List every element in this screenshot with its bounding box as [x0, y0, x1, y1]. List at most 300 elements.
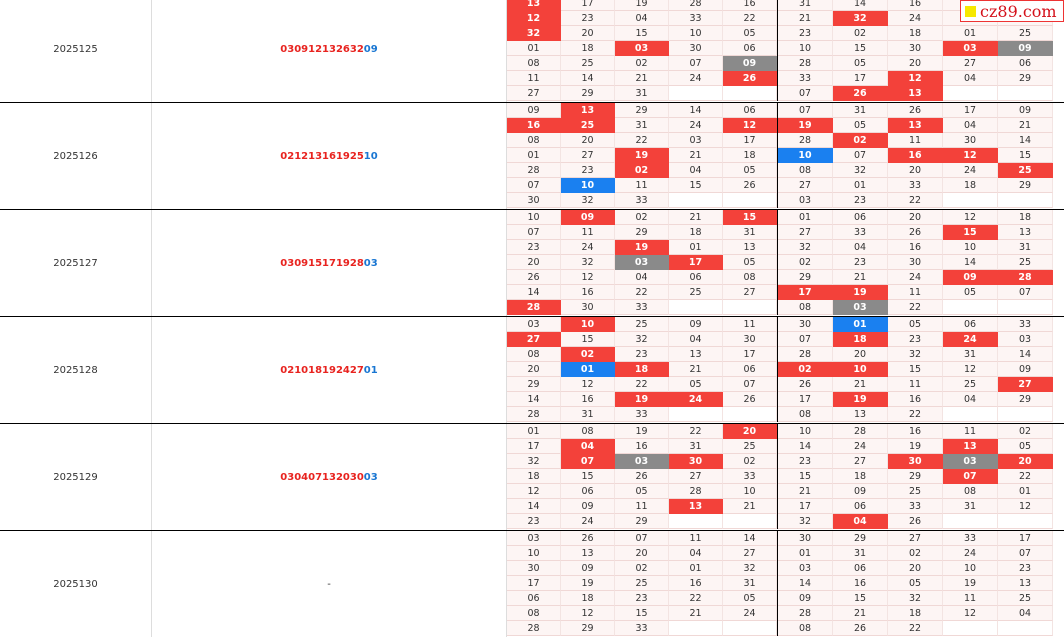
- grid-cell: 24: [669, 71, 723, 86]
- grid-cell: 26: [507, 270, 561, 285]
- grid-cell: 20: [888, 56, 943, 71]
- hit-cell-gray: 03: [615, 454, 669, 469]
- issue-number: 2025128: [0, 317, 152, 423]
- hit-cell-blue: 01: [833, 317, 888, 332]
- grid-cell: 20: [561, 26, 615, 41]
- grid-cell: 23: [615, 347, 669, 362]
- hit-cell-red: 15: [943, 225, 998, 240]
- grid-cell: 28: [778, 347, 833, 362]
- grid-cell: 23: [778, 26, 833, 41]
- grid-cell: 31: [669, 439, 723, 454]
- grid-cell: 16: [888, 424, 943, 439]
- grid-cell: 04: [615, 11, 669, 26]
- grid-cell: 18: [669, 225, 723, 240]
- hit-cell-red: 09: [561, 210, 615, 225]
- grid-cell: 19: [943, 576, 998, 591]
- hit-cell-red: 15: [723, 210, 777, 225]
- grid-cell: 15: [888, 362, 943, 377]
- grid-cell: [669, 407, 723, 422]
- grid-cell: 24: [943, 546, 998, 561]
- red-ball-number: 07: [308, 471, 323, 483]
- grid-cell: 07: [507, 225, 561, 240]
- hit-cell-red: 20: [998, 454, 1053, 469]
- grid-cell: 21: [833, 606, 888, 621]
- grid-cell: 17: [998, 531, 1053, 546]
- grid-cell: 19: [888, 439, 943, 454]
- grid-cell: 21: [669, 362, 723, 377]
- hit-cell-red: 28: [507, 300, 561, 315]
- grid-block-left: [507, 103, 777, 208]
- grid-cell: 32: [561, 255, 615, 270]
- grid-cell: 08: [778, 300, 833, 315]
- grid-cell: 12: [998, 499, 1053, 514]
- grid-cell: 14: [669, 103, 723, 118]
- hit-cell-red: 07: [943, 469, 998, 484]
- hit-cell-red: 20: [723, 424, 777, 439]
- grid-cell: 33: [615, 621, 669, 636]
- grid-cell: 30: [943, 133, 998, 148]
- grid-cell: 24: [561, 240, 615, 255]
- logo-square-icon: [965, 6, 976, 17]
- grid-cell: 06: [561, 484, 615, 499]
- grid-cell: 23: [507, 514, 561, 529]
- grid-cell: 10: [507, 546, 561, 561]
- grid-cell: 23: [998, 561, 1053, 576]
- grid-cell: 29: [998, 71, 1053, 86]
- grid-block-left: [507, 210, 777, 315]
- grid-block-left: [507, 424, 777, 529]
- grid-cell: 32: [561, 193, 615, 208]
- grid-cell: 06: [833, 561, 888, 576]
- red-ball-number: 20: [335, 471, 350, 483]
- table-row: [0, 0, 1064, 103]
- hit-cell-red: 04: [833, 514, 888, 529]
- grid-cell: 23: [561, 11, 615, 26]
- grid-cell: 14: [943, 255, 998, 270]
- grid-cell: 04: [943, 392, 998, 407]
- grid-cell: 26: [833, 621, 888, 636]
- hit-cell-red: 12: [943, 148, 998, 163]
- issue-number: 2025127: [0, 210, 152, 316]
- grid-cell: 22: [888, 193, 943, 208]
- grid-cell: 33: [615, 193, 669, 208]
- grid-cell: 05: [998, 439, 1053, 454]
- grid-cell: 30: [507, 193, 561, 208]
- hit-cell-red: 19: [615, 392, 669, 407]
- grid-cell: 16: [723, 0, 777, 11]
- number-grid: [507, 103, 1064, 209]
- hit-cell-red: 13: [561, 103, 615, 118]
- grid-cell: 14: [778, 439, 833, 454]
- grid-cell: 21: [615, 71, 669, 86]
- hit-cell-gray: 03: [833, 300, 888, 315]
- grid-cell: 07: [507, 178, 561, 193]
- grid-cell: 05: [723, 26, 777, 41]
- grid-cell: 27: [507, 86, 561, 101]
- grid-cell: 25: [669, 285, 723, 300]
- grid-cell: 04: [615, 270, 669, 285]
- table-row: [0, 317, 1064, 424]
- grid-cell: 13: [669, 347, 723, 362]
- grid-block-right: [777, 103, 1053, 208]
- grid-cell: 05: [615, 484, 669, 499]
- grid-cell: 11: [615, 499, 669, 514]
- grid-cell: 33: [998, 317, 1053, 332]
- hit-cell-red: 32: [833, 11, 888, 26]
- grid-cell: 11: [507, 71, 561, 86]
- hit-cell-red: 25: [561, 118, 615, 133]
- issue-number: 2025130: [0, 531, 152, 637]
- grid-cell: 14: [833, 0, 888, 11]
- hit-cell-gray: 09: [723, 56, 777, 71]
- hit-cell-red: 13: [888, 118, 943, 133]
- red-ball-number: 12: [308, 43, 323, 55]
- red-ball-number: 15: [308, 257, 323, 269]
- hit-cell-red: 02: [833, 133, 888, 148]
- grid-cell: 31: [943, 499, 998, 514]
- grid-cell: 23: [561, 163, 615, 178]
- grid-cell: 32: [778, 240, 833, 255]
- grid-cell: 15: [615, 606, 669, 621]
- red-ball-number: 12: [294, 150, 309, 162]
- grid-cell: 33: [723, 469, 777, 484]
- hit-cell-red: 07: [561, 454, 615, 469]
- grid-cell: 03: [998, 332, 1053, 347]
- hit-cell-gray: 03: [943, 454, 998, 469]
- red-ball-number: 03: [280, 257, 295, 269]
- grid-cell: 31: [615, 86, 669, 101]
- grid-cell: 24: [561, 514, 615, 529]
- grid-cell: 17: [723, 347, 777, 362]
- grid-cell: 30: [888, 41, 943, 56]
- red-ball-number: 04: [294, 471, 309, 483]
- hit-cell-red: 02: [778, 362, 833, 377]
- grid-cell: [943, 621, 998, 636]
- grid-cell: [669, 193, 723, 208]
- blue-ball-number: 01: [363, 364, 378, 376]
- grid-cell: 23: [833, 193, 888, 208]
- grid-cell: 08: [778, 163, 833, 178]
- grid-cell: 33: [778, 71, 833, 86]
- grid-cell: 03: [507, 317, 561, 332]
- grid-cell: 29: [615, 225, 669, 240]
- grid-cell: 29: [833, 531, 888, 546]
- grid-cell: 17: [507, 576, 561, 591]
- hit-cell-red: 10: [833, 362, 888, 377]
- grid-cell: 21: [669, 210, 723, 225]
- grid-cell: 20: [561, 133, 615, 148]
- grid-cell: 29: [615, 514, 669, 529]
- hit-cell-red: 27: [507, 332, 561, 347]
- grid-cell: [723, 407, 777, 422]
- grid-cell: 32: [888, 347, 943, 362]
- grid-cell: 12: [943, 606, 998, 621]
- grid-cell: 02: [615, 210, 669, 225]
- grid-cell: 17: [507, 439, 561, 454]
- grid-cell: [998, 193, 1053, 208]
- grid-cell: 20: [615, 546, 669, 561]
- grid-cell: 32: [833, 163, 888, 178]
- grid-cell: 30: [888, 255, 943, 270]
- grid-cell: 22: [615, 377, 669, 392]
- grid-cell: [998, 300, 1053, 315]
- grid-cell: 22: [669, 591, 723, 606]
- grid-cell: 05: [833, 118, 888, 133]
- grid-cell: 03: [778, 561, 833, 576]
- grid-cell: 01: [778, 546, 833, 561]
- grid-block-right: [777, 424, 1053, 529]
- grid-cell: 07: [723, 377, 777, 392]
- grid-cell: 09: [561, 499, 615, 514]
- grid-cell: 31: [561, 407, 615, 422]
- red-ball-number: 30: [349, 471, 364, 483]
- grid-cell: 14: [723, 531, 777, 546]
- grid-cell: 04: [669, 546, 723, 561]
- grid-cell: 29: [561, 621, 615, 636]
- grid-cell: 16: [888, 240, 943, 255]
- grid-cell: 17: [833, 71, 888, 86]
- grid-cell: 18: [723, 148, 777, 163]
- grid-cell: [669, 86, 723, 101]
- hit-cell-red: 30: [669, 454, 723, 469]
- grid-cell: 18: [507, 469, 561, 484]
- grid-cell: 31: [833, 546, 888, 561]
- grid-cell: 32: [778, 514, 833, 529]
- hit-cell-red: 30: [888, 454, 943, 469]
- grid-cell: 23: [778, 454, 833, 469]
- grid-cell: 12: [561, 270, 615, 285]
- table-row: [0, 210, 1064, 317]
- grid-cell: 07: [669, 56, 723, 71]
- grid-cell: 21: [998, 118, 1053, 133]
- grid-cell: 32: [888, 591, 943, 606]
- grid-cell: 18: [943, 178, 998, 193]
- red-ball-number: 13: [322, 471, 336, 483]
- pending-draw: -: [327, 578, 331, 590]
- grid-cell: 14: [998, 133, 1053, 148]
- grid-cell: 31: [723, 576, 777, 591]
- grid-cell: 10: [778, 41, 833, 56]
- grid-cell: 25: [998, 26, 1053, 41]
- grid-cell: 15: [561, 332, 615, 347]
- grid-cell: 31: [615, 118, 669, 133]
- number-grid: [507, 424, 1064, 530]
- hit-cell-red: 24: [669, 392, 723, 407]
- grid-cell: 04: [943, 71, 998, 86]
- grid-cell: 12: [943, 210, 998, 225]
- grid-cell: 32: [507, 454, 561, 469]
- grid-cell: 16: [833, 576, 888, 591]
- hit-cell-red: 25: [998, 163, 1053, 178]
- grid-cell: 20: [507, 255, 561, 270]
- grid-cell: 07: [833, 148, 888, 163]
- grid-cell: 18: [998, 210, 1053, 225]
- grid-cell: 12: [561, 377, 615, 392]
- blue-ball-number: 03: [363, 471, 378, 483]
- hit-cell-red: 03: [615, 41, 669, 56]
- grid-cell: 33: [615, 407, 669, 422]
- grid-cell: 17: [778, 392, 833, 407]
- hit-cell-red: 27: [998, 377, 1053, 392]
- grid-cell: 06: [833, 210, 888, 225]
- hit-cell-red: 10: [561, 317, 615, 332]
- grid-cell: 01: [507, 41, 561, 56]
- grid-cell: 06: [723, 103, 777, 118]
- red-ball-number: 16: [322, 150, 336, 162]
- grid-cell: 05: [723, 255, 777, 270]
- grid-cell: 10: [669, 26, 723, 41]
- grid-cell: 30: [669, 41, 723, 56]
- grid-cell: 25: [561, 56, 615, 71]
- grid-cell: 07: [998, 546, 1053, 561]
- grid-cell: 15: [561, 469, 615, 484]
- hit-cell-red: 12: [723, 118, 777, 133]
- grid-cell: 05: [833, 56, 888, 71]
- grid-cell: 27: [888, 531, 943, 546]
- grid-cell: 22: [723, 11, 777, 26]
- hit-cell-red: 28: [998, 270, 1053, 285]
- grid-cell: 14: [507, 499, 561, 514]
- grid-cell: 33: [888, 178, 943, 193]
- grid-cell: 17: [723, 133, 777, 148]
- red-ball-number: 17: [322, 257, 336, 269]
- grid-cell: 29: [998, 392, 1053, 407]
- red-ball-number: 02: [280, 364, 295, 376]
- grid-cell: 20: [888, 561, 943, 576]
- grid-cell: [723, 514, 777, 529]
- grid-cell: 31: [723, 225, 777, 240]
- grid-cell: 24: [723, 606, 777, 621]
- grid-cell: 14: [507, 392, 561, 407]
- red-ball-number: 27: [349, 364, 364, 376]
- grid-cell: 02: [888, 546, 943, 561]
- grid-cell: [998, 86, 1053, 101]
- hit-cell-red: 13: [507, 0, 561, 11]
- grid-cell: 33: [943, 531, 998, 546]
- grid-cell: 21: [833, 270, 888, 285]
- grid-cell: 29: [778, 270, 833, 285]
- grid-cell: 24: [943, 163, 998, 178]
- grid-cell: 06: [833, 499, 888, 514]
- grid-cell: 28: [507, 163, 561, 178]
- grid-cell: 16: [615, 439, 669, 454]
- grid-cell: 09: [778, 591, 833, 606]
- red-ball-number: 03: [280, 471, 295, 483]
- red-ball-number: 09: [294, 43, 309, 55]
- grid-cell: 08: [507, 133, 561, 148]
- grid-cell: 28: [833, 424, 888, 439]
- table-row: [0, 424, 1064, 531]
- grid-cell: 19: [561, 576, 615, 591]
- site-logo[interactable]: [960, 0, 1064, 22]
- grid-cell: 21: [833, 377, 888, 392]
- grid-cell: 26: [615, 469, 669, 484]
- grid-cell: 12: [561, 606, 615, 621]
- grid-cell: 07: [778, 103, 833, 118]
- grid-cell: 09: [507, 103, 561, 118]
- grid-cell: 17: [778, 499, 833, 514]
- grid-cell: 07: [615, 531, 669, 546]
- hit-cell-red: 19: [833, 285, 888, 300]
- red-ball-number: 02: [280, 150, 295, 162]
- grid-cell: 27: [723, 546, 777, 561]
- grid-cell: 14: [778, 576, 833, 591]
- grid-cell: 30: [778, 317, 833, 332]
- red-ball-number: 03: [280, 43, 295, 55]
- red-ball-number: 13: [308, 150, 323, 162]
- grid-cell: 30: [723, 332, 777, 347]
- grid-cell: 21: [669, 148, 723, 163]
- grid-cell: 16: [888, 392, 943, 407]
- grid-cell: 14: [507, 285, 561, 300]
- grid-cell: 26: [723, 178, 777, 193]
- hit-cell-red: 19: [615, 148, 669, 163]
- grid-cell: 26: [888, 514, 943, 529]
- grid-cell: 22: [998, 469, 1053, 484]
- grid-cell: 16: [888, 0, 943, 11]
- grid-cell: 27: [778, 178, 833, 193]
- red-ball-number: 32: [349, 43, 364, 55]
- grid-cell: 17: [943, 103, 998, 118]
- grid-cell: 01: [778, 210, 833, 225]
- draw-numbers: [152, 531, 507, 637]
- grid-cell: 30: [561, 300, 615, 315]
- grid-cell: 10: [943, 561, 998, 576]
- blue-ball-number: 10: [363, 150, 378, 162]
- grid-cell: 03: [507, 531, 561, 546]
- grid-cell: [943, 407, 998, 422]
- grid-cell: 11: [615, 178, 669, 193]
- hit-cell-red: 19: [615, 240, 669, 255]
- grid-cell: 01: [943, 26, 998, 41]
- hit-cell-red: 13: [943, 439, 998, 454]
- grid-cell: 29: [998, 178, 1053, 193]
- grid-cell: 19: [615, 0, 669, 11]
- hit-cell-gray: 09: [998, 41, 1053, 56]
- hit-cell-red: 19: [778, 118, 833, 133]
- grid-cell: 15: [669, 178, 723, 193]
- grid-cell: 07: [778, 332, 833, 347]
- grid-cell: 10: [778, 424, 833, 439]
- grid-cell: 06: [507, 591, 561, 606]
- hit-cell-red: 13: [669, 499, 723, 514]
- red-ball-number: 13: [322, 43, 336, 55]
- grid-cell: 18: [888, 26, 943, 41]
- grid-block-right: [777, 210, 1053, 315]
- grid-cell: 10: [943, 240, 998, 255]
- grid-cell: 22: [615, 285, 669, 300]
- hit-cell-red: 04: [561, 439, 615, 454]
- blue-ball-number: 09: [363, 43, 378, 55]
- grid-cell: 09: [998, 103, 1053, 118]
- grid-cell: [669, 514, 723, 529]
- grid-cell: 15: [615, 26, 669, 41]
- red-ball-number: 19: [335, 150, 350, 162]
- issue-number: 2025125: [0, 0, 152, 102]
- grid-cell: 15: [833, 591, 888, 606]
- table-row: [0, 103, 1064, 210]
- draw-numbers: [152, 0, 507, 102]
- hit-cell-red: 26: [723, 71, 777, 86]
- grid-cell: 02: [998, 424, 1053, 439]
- hit-cell-red: 17: [778, 285, 833, 300]
- hit-cell-red: 16: [507, 118, 561, 133]
- grid-cell: 18: [833, 469, 888, 484]
- grid-cell: 26: [723, 392, 777, 407]
- grid-cell: 11: [669, 531, 723, 546]
- grid-cell: 23: [833, 255, 888, 270]
- grid-cell: 07: [778, 86, 833, 101]
